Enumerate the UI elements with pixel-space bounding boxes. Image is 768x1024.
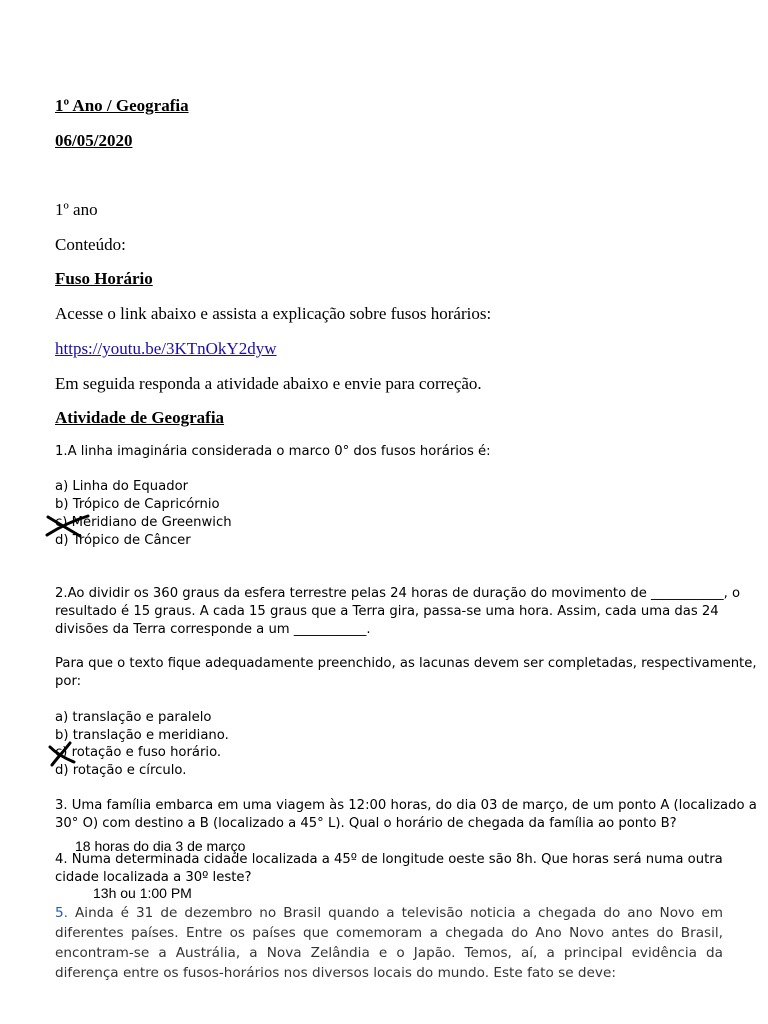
q1-option-c: c) Meridiano de Greenwich <box>55 515 232 530</box>
q1-option-b: b) Trópico de Capricórnio <box>55 497 220 512</box>
q1-option-a: a) Linha do Equador <box>55 479 189 494</box>
instruction-text: Acesse o link abaixo e assista a explicação sobre fusos horários: <box>55 304 492 323</box>
q2-line-4: Para que o texto fique adequadamente preenchido, as lacunas devem ser completadas, respectivamente, <box>55 656 757 671</box>
q2-option-d: d) rotação e círculo. <box>55 763 187 778</box>
q2-option-a: a) translação e paralelo <box>55 710 212 725</box>
q2-option-c: c) rotação e fuso horário. <box>55 745 222 760</box>
q4-line-1: 4. Numa determinada cidade localizada a 45º de longitude oeste são 8h. Que horas será numa outra <box>55 852 723 867</box>
document-date: 06/05/2020 <box>55 131 133 150</box>
document-title: 1º Ano / Geografia <box>55 96 189 115</box>
topic-heading: Fuso Horário <box>55 269 153 288</box>
q3-line-1: 3. Uma família embarca em uma viagem às 12:00 horas, do dia 03 de março, de um ponto A (localizado a <box>55 798 757 813</box>
q2-line-1: 2.Ao dividir os 360 graus da esfera terrestre pelas 24 horas de duração do movimento de ___________, o <box>55 586 741 601</box>
q2-line-2: resultado é 15 graus. A cada 15 graus que a Terra gira, passa-se uma hora. Assim, cada uma das 24 <box>55 604 719 619</box>
q2-option-b: b) translação e meridiano. <box>55 728 229 743</box>
q1-prompt: 1.A linha imaginária considerada o marco 0° dos fusos horários é: <box>55 444 491 459</box>
content-label: Conteúdo: <box>55 235 126 254</box>
grade-label: 1º ano <box>55 200 98 219</box>
q1-option-d: d) Trópico de Câncer <box>55 533 191 548</box>
activity-heading: Atividade de Geografia <box>55 408 225 427</box>
followup-text: Em seguida responda a atividade abaixo e envie para correção. <box>55 374 482 393</box>
q3-answer: 18 horas do dia 3 de março <box>75 838 246 854</box>
answer-mark-icon <box>46 741 78 767</box>
q5-number: 5. <box>55 905 68 921</box>
q5-paragraph <box>55 903 723 983</box>
q3-line-2: 30° O) com destino a B (localizado a 45° L). Qual o horário de chegada da família ao ponto B? <box>55 816 677 831</box>
q4-line-2: cidade localizada a 30º leste? <box>55 870 252 885</box>
video-link[interactable]: https://youtu.be/3KTnOkY2dyw <box>55 339 277 358</box>
q4-answer: 13h ou 1:00 PM <box>93 885 192 901</box>
q2-line-3: divisões da Terra corresponde a um ___________. <box>55 622 371 637</box>
answer-mark-icon <box>44 513 92 539</box>
q5-text: Ainda é 31 de dezembro no Brasil quando a televisão noticia a chegada do ano Novo em diferentes países. Entre os países que comemoram a chegada do Ano Novo antes do Brasil, encontram-se a Austrália, a Nova Zelândia e o Japão. Temos, aí, a principal evidência da diferença entre os fusos-horários nos diversos locais do mundo. Este fato se deve: <box>55 905 723 981</box>
q2-line-5: por: <box>55 674 82 689</box>
